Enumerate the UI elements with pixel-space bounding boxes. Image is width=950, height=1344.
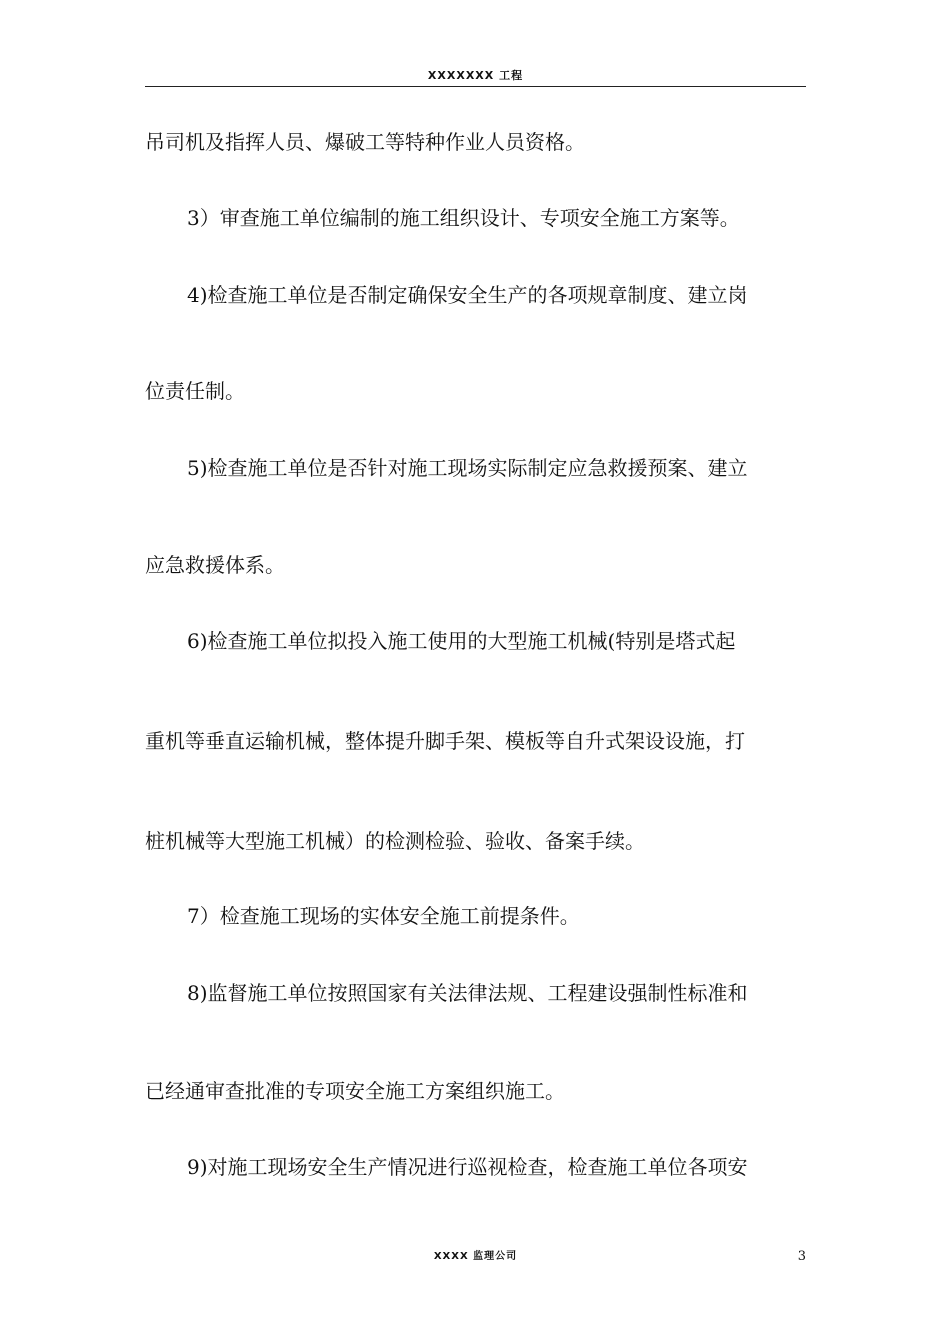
body-line: 位责任制。 — [145, 379, 245, 403]
body-line: 吊司机及指挥人员、爆破工等特种作业人员资格。 — [145, 130, 585, 154]
header-divider — [145, 86, 806, 87]
body-line: 5)检查施工单位是否针对施工现场实际制定应急救援预案、建立 — [187, 456, 748, 480]
body-line: 4)检查施工单位是否制定确保安全生产的各项规章制度、建立岗 — [187, 283, 748, 307]
page-number: 3 — [797, 1249, 806, 1264]
body-line: 9)对施工现场安全生产情况进行巡视检查，检查施工单位各项安 — [187, 1155, 748, 1179]
body-line: 已经通审查批准的专项安全施工方案组织施工。 — [145, 1079, 565, 1103]
body-line: 应急救援体系。 — [145, 553, 285, 577]
body-line: 3）审查施工单位编制的施工组织设计、专项安全施工方案等。 — [187, 206, 740, 230]
body-line: 6)检查施工单位拟投入施工使用的大型施工机械(特别是塔式起 — [187, 629, 736, 653]
body-line: 7）检查施工现场的实体安全施工前提条件。 — [187, 904, 580, 928]
body-line: 桩机械等大型施工机械）的检测检验、验收、备案手续。 — [145, 829, 645, 853]
page-header: XXXXXXX 工程 — [427, 69, 524, 82]
body-line: 8)监督施工单位按照国家有关法律法规、工程建设强制性标准和 — [187, 981, 748, 1005]
body-line: 重机等垂直运输机械，整体提升脚手架、模板等自升式架设设施，打 — [145, 729, 745, 753]
page-footer: XXXX 监理公司 — [433, 1251, 518, 1262]
